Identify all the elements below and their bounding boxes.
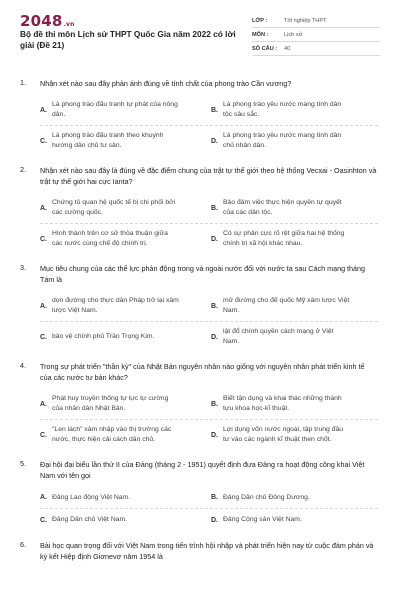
option-row bbox=[40, 224, 378, 254]
option-text: Là phong trào yêu nước mang tính dân tộc sâu sắc. bbox=[223, 101, 342, 118]
option-c[interactable] bbox=[40, 229, 207, 249]
option-b[interactable] bbox=[207, 296, 378, 316]
option-text: Là phong trào đấu tranh tự phát của nông dân. bbox=[52, 101, 178, 118]
question-number: 6. bbox=[20, 540, 26, 549]
option-text: Lợi dụng vốn nước ngoài, tập trung đầu tư vào các ngành kĩ thuật then chốt. bbox=[223, 426, 344, 443]
option-b[interactable] bbox=[207, 100, 378, 120]
option-row bbox=[40, 126, 378, 156]
option-letter: A. bbox=[40, 400, 47, 408]
question-text: Nhận xét nào sau đây phản ánh đúng về tính chất của phong trào Cần vương? bbox=[40, 79, 292, 88]
option-a[interactable] bbox=[40, 198, 207, 218]
question-2 bbox=[0, 165, 400, 254]
option-text: Chứng tỏ quan hệ quốc tế bị chi phối bởi các cường quốc. bbox=[52, 199, 176, 216]
option-letter: A. bbox=[40, 302, 47, 310]
question-text: Nhận xét nào sau đây là đúng về đặc điểm chung của trật tự thế giới theo hệ thống Vecxai - Oasinhton và trật tự thế giới hai cực Ianta? bbox=[40, 166, 377, 186]
meta-key: SỐ CÂU : bbox=[252, 45, 278, 52]
option-letter: B. bbox=[211, 106, 218, 114]
option-row bbox=[40, 389, 378, 420]
option-row bbox=[40, 193, 378, 224]
option-row bbox=[40, 420, 378, 450]
options bbox=[40, 193, 378, 254]
option-a[interactable] bbox=[40, 296, 207, 316]
option-c[interactable] bbox=[40, 425, 207, 445]
option-text: "Len lách" xâm nhập vào thị trường các nước, thực hiện cải cách dân chủ. bbox=[52, 426, 172, 443]
option-letter: C. bbox=[40, 137, 47, 145]
option-text: Là phong trào đấu tranh theo khuynh hướng dân chủ tư sản. bbox=[52, 132, 164, 149]
option-letter: D. bbox=[211, 235, 218, 243]
option-row bbox=[40, 291, 378, 322]
option-letter: A. bbox=[40, 494, 47, 501]
option-b[interactable] bbox=[207, 493, 378, 503]
option-letter: B. bbox=[211, 204, 218, 212]
option-c[interactable] bbox=[40, 131, 207, 151]
meta-key: LỚP : bbox=[252, 17, 268, 24]
option-letter: C. bbox=[40, 516, 47, 524]
option-row bbox=[40, 487, 378, 509]
question-3 bbox=[0, 263, 400, 352]
question-number: 4. bbox=[20, 361, 26, 370]
option-c[interactable] bbox=[40, 515, 207, 525]
option-letter: C. bbox=[40, 333, 47, 341]
options bbox=[40, 389, 378, 450]
question-1 bbox=[0, 78, 400, 156]
option-row bbox=[40, 322, 378, 352]
option-text: Là phong trào yêu nước mang tính dân chủ nhân dân. bbox=[223, 132, 342, 149]
option-row bbox=[40, 509, 378, 531]
option-d[interactable] bbox=[207, 515, 378, 525]
question-number: 5. bbox=[20, 459, 26, 468]
page-title: Bộ đề thi môn Lịch sử THPT Quốc Gia năm 2022 có lời giải (Đề 21) bbox=[20, 29, 236, 50]
question-number: 2. bbox=[20, 165, 26, 174]
question-4 bbox=[0, 361, 400, 450]
options bbox=[40, 487, 378, 531]
meta-value: Lịch sử bbox=[284, 31, 303, 38]
question-list bbox=[0, 78, 400, 571]
option-letter: D. bbox=[211, 516, 218, 524]
meta-row-class bbox=[252, 14, 380, 28]
meta-row-subject bbox=[252, 28, 380, 42]
option-letter: D. bbox=[211, 137, 218, 145]
option-text: Hình thành trên cơ sở thỏa thuận giữa các nước cùng chế độ chính trị. bbox=[52, 230, 168, 247]
option-d[interactable] bbox=[207, 425, 378, 445]
logo-suffix: .vn bbox=[63, 21, 75, 28]
option-b[interactable] bbox=[207, 394, 378, 414]
option-text: Đảng Cộng sản Việt Nam. bbox=[223, 516, 302, 523]
option-letter: B. bbox=[211, 494, 218, 501]
option-row bbox=[40, 95, 378, 126]
option-letter: D. bbox=[211, 431, 218, 439]
option-a[interactable] bbox=[40, 100, 207, 120]
option-text: mở đường cho đế quốc Mỹ xâm lược Việt Nam. bbox=[223, 297, 350, 314]
option-text: bảo vệ chính phủ Trần Trọng Kim. bbox=[52, 333, 155, 340]
option-text: Phát huy truyền thống tự lực tự cường của nhân dân Nhật Bản. bbox=[52, 395, 169, 412]
option-letter: D. bbox=[211, 333, 218, 341]
option-letter: B. bbox=[211, 400, 218, 408]
document-meta bbox=[252, 14, 380, 56]
meta-value: 40 bbox=[284, 45, 291, 52]
option-a[interactable] bbox=[40, 394, 207, 414]
meta-key: MÔN : bbox=[252, 31, 269, 38]
site-logo[interactable] bbox=[20, 12, 75, 30]
option-letter: C. bbox=[40, 431, 47, 439]
option-a[interactable] bbox=[40, 493, 207, 503]
option-letter: A. bbox=[40, 204, 47, 212]
meta-value: Tốt nghiệp THPT bbox=[284, 17, 327, 24]
option-letter: C. bbox=[40, 235, 47, 243]
option-letter: A. bbox=[40, 106, 47, 114]
question-text: Đại hội đại biểu lần thứ II của Đảng (tháng 2 - 1951) quyết định đưa Đảng ra hoạt động công khai Việt Nam với tên gọi bbox=[40, 460, 365, 480]
document-header bbox=[0, 0, 400, 62]
option-b[interactable] bbox=[207, 198, 378, 218]
option-text: Bảo đảm việc thực hiện quyền tự quyết của các dân tộc. bbox=[223, 199, 342, 216]
question-text: Bài học quan trọng đối với Việt Nam trong tiến trình hội nhập và phát triển hiện nay từ cuộc đàm phán và ký kết Hiệp định Giơnevơ năm 1954 là bbox=[40, 541, 374, 561]
meta-row-count bbox=[252, 42, 380, 56]
option-text: Đảng Dân chủ Việt Nam. bbox=[52, 516, 128, 523]
option-text: lật đổ chính quyền cách mạng ở Việt Nam. bbox=[223, 328, 334, 345]
option-text: Biết tận dụng và khai thác những thành tựu khoa học-kĩ thuật. bbox=[223, 395, 342, 412]
option-text: dọn đường cho thực dân Pháp trở lại xâm lược Việt Nam. bbox=[52, 297, 179, 314]
option-text: Đảng Dân chủ Đông Dương. bbox=[223, 493, 310, 501]
question-5 bbox=[0, 459, 400, 531]
option-d[interactable] bbox=[207, 327, 378, 347]
option-text: Có sự phân cực rõ rệt giữa hai hệ thống chính trị xã hội khác nhau. bbox=[223, 230, 345, 247]
options bbox=[40, 291, 378, 352]
question-number: 3. bbox=[20, 263, 26, 272]
option-d[interactable] bbox=[207, 131, 378, 151]
logo-text: 2048 bbox=[20, 12, 63, 30]
option-text: Đảng Lao động Việt Nam. bbox=[52, 493, 131, 501]
question-6 bbox=[0, 540, 400, 562]
option-d[interactable] bbox=[207, 229, 378, 249]
question-number: 1. bbox=[20, 78, 26, 87]
options bbox=[40, 95, 378, 156]
question-text: Mục tiêu chung của các thế lực phản động trong và ngoài nước đối với nước ta sau Cách mạng tháng Tám là bbox=[40, 264, 366, 284]
option-c[interactable] bbox=[40, 332, 207, 342]
option-letter: B. bbox=[211, 302, 218, 310]
question-text: Trong sự phát triển "thần kỳ" của Nhật Bản nguyên nhân nào giống với nguyên nhân phát triển kinh tế của các nước tư bản khác? bbox=[40, 362, 365, 382]
